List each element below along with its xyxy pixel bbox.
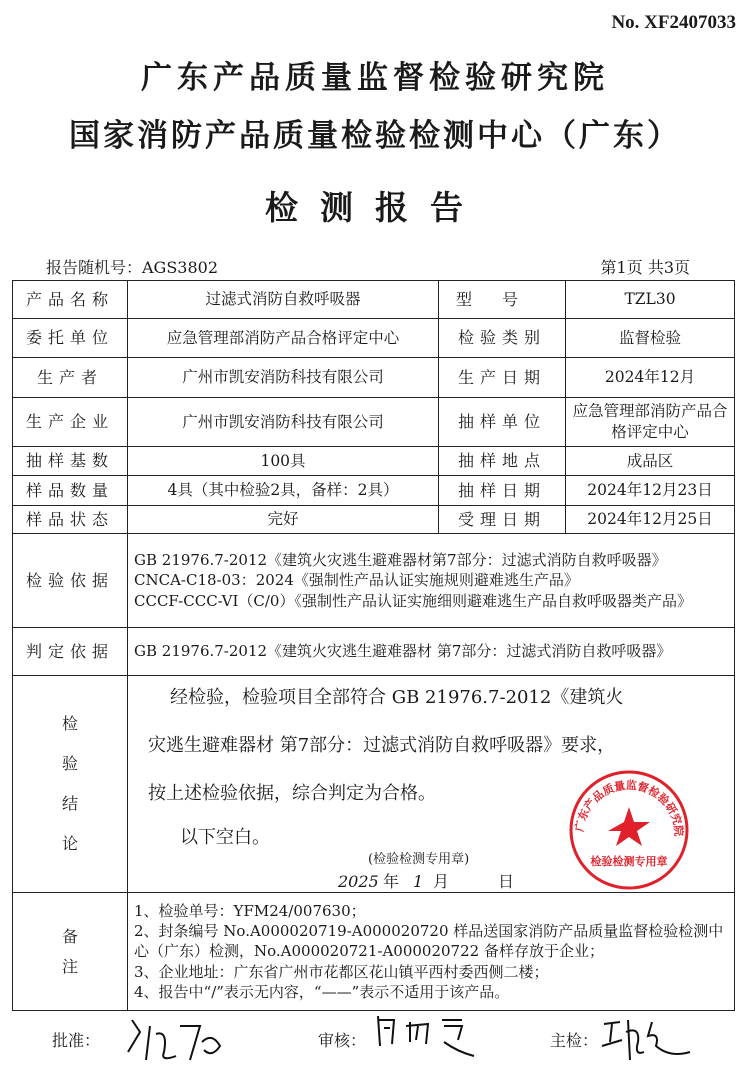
basis-line: CNCA-C18-03：2024《强制性产品认证实施规则避难逃生产品》 xyxy=(134,571,579,590)
remark-line: 2、封条编号 No.A000020719-A000020720 样品送国家消防产品质量监督检验检测中心（广东）检测，No.A000020721-A000020722 备样存放于企业； xyxy=(134,922,724,961)
label-char: 论 xyxy=(61,834,78,853)
field-label: 抽样地点 xyxy=(439,447,566,476)
field-label: 生产日期 xyxy=(439,358,566,398)
judgement-label: 判定依据 xyxy=(13,628,128,676)
judgement-row xyxy=(13,628,735,676)
field-value: 4具（其中检验2具，备样：2具） xyxy=(128,476,439,506)
center-title: 国家消防产品质量检验检测中心（广东） xyxy=(69,118,681,154)
field-label: 生产者 xyxy=(13,358,128,398)
report-random-number: 报告随机号：AGS3802 xyxy=(46,258,219,277)
remarks-row xyxy=(13,893,735,1011)
field-value: 完好 xyxy=(128,506,439,534)
field-value: 2024年12月 xyxy=(566,358,735,398)
field-label: 生产企业 xyxy=(13,398,128,447)
field-label: 样品状态 xyxy=(13,506,128,534)
field-value: 广州市凯安消防科技有限公司 xyxy=(128,358,439,398)
remarks-label xyxy=(13,893,128,1011)
report-table xyxy=(12,280,735,1011)
field-label: 委托单位 xyxy=(13,319,128,358)
field-label: 受理日期 xyxy=(439,506,566,534)
conclusion-row xyxy=(13,676,735,893)
field-value: 2024年12月23日 xyxy=(566,476,735,506)
label-char: 验 xyxy=(61,754,78,773)
field-value: 应急管理部消防产品合格评定中心 xyxy=(128,319,439,358)
field-value: TZL30 xyxy=(566,281,735,319)
field-value: 应急管理部消防产品合格评定中心 xyxy=(566,398,735,447)
approver-signature xyxy=(120,1012,230,1067)
field-label: 检验类别 xyxy=(439,319,566,358)
label-char: 备 xyxy=(61,926,78,946)
field-value: 监督检验 xyxy=(566,319,735,358)
remark-line: 4、报告中“/”表示无内容，“——”表示不适用于该产品。 xyxy=(134,982,510,1001)
document-number: No. XF2407033 xyxy=(611,12,736,33)
label-char: 注 xyxy=(61,956,78,976)
field-label: 样品数量 xyxy=(13,476,128,506)
review-label: 审核： xyxy=(318,1031,367,1050)
field-label: 型号 xyxy=(439,281,566,319)
conclusion-line: 经检验，检验项目全部符合 GB 21976.7-2012《建筑火 xyxy=(170,686,624,708)
conclusion-label xyxy=(13,676,128,893)
report-title: 检测报告 xyxy=(265,188,485,227)
table-row xyxy=(13,358,735,398)
table-row xyxy=(13,476,735,506)
day-label: 日 xyxy=(498,871,515,891)
seal-text: 广东产品质量监督检验研究院 xyxy=(572,778,686,837)
field-label: 抽样基数 xyxy=(13,447,128,476)
label-char: 结 xyxy=(61,794,78,813)
field-value: 广州市凯安消防科技有限公司 xyxy=(128,398,439,447)
table-row xyxy=(13,281,735,319)
institute-title: 广东产品质量监督检验研究院 xyxy=(141,60,609,96)
basis-line: CCCF-CCC-VI（C/0）《强制性产品认证实施细则避难逃生产品自救呼吸器类产品》 xyxy=(134,591,692,610)
date-month: 1 xyxy=(413,871,424,891)
table-row xyxy=(13,319,735,358)
basis-label: 检验依据 xyxy=(13,534,128,628)
field-label: 产品名称 xyxy=(13,281,128,319)
seal-note: (检验检测专用章) xyxy=(368,851,470,867)
approve-label: 批准： xyxy=(52,1031,101,1050)
field-value: 成品区 xyxy=(566,447,735,476)
label-char: 检 xyxy=(61,714,78,733)
basis-row xyxy=(13,534,735,628)
reviewer-signature xyxy=(370,1010,480,1060)
table-row xyxy=(13,447,735,476)
official-seal xyxy=(568,769,690,891)
table-row xyxy=(13,506,735,534)
month-label: 月 xyxy=(433,871,450,891)
seal-bottom-text: 检验检测专用章 xyxy=(590,854,668,868)
year-label: 年 xyxy=(383,871,400,891)
date-year: 2025 xyxy=(338,871,379,891)
remark-line: 3、企业地址：广东省广州市花都区花山镇平西村委西侧二楼； xyxy=(134,962,549,981)
judgement-text: GB 21976.7-2012《建筑火灾逃生避难器材 第7部分：过滤式消防自救呼吸器》 xyxy=(128,628,735,676)
inspector-signature xyxy=(600,1012,700,1067)
inspector-label: 主检： xyxy=(550,1031,599,1050)
field-value: 100具 xyxy=(128,447,439,476)
field-label: 抽样日期 xyxy=(439,476,566,506)
field-label: 抽样单位 xyxy=(439,398,566,447)
signature-area xyxy=(0,1020,750,1069)
conclusion-line: 灾逃生避难器材 第7部分：过滤式消防自救呼吸器》要求， xyxy=(148,734,616,756)
conclusion-line: 以下空白。 xyxy=(180,826,270,848)
remark-line: 1、检验单号：YFM24/007630； xyxy=(134,901,366,920)
star-icon xyxy=(608,807,650,846)
field-value: 2024年12月25日 xyxy=(566,506,735,534)
conclusion-line: 按上述检验依据，综合判定为合格。 xyxy=(148,782,436,804)
basis-line: GB 21976.7-2012《建筑火灾逃生避难器材第7部分：过滤式消防自救呼吸器》 xyxy=(134,551,667,570)
page-info: 第1页 共3页 xyxy=(600,258,690,277)
table-row xyxy=(13,398,735,447)
field-value: 过滤式消防自救呼吸器 xyxy=(128,281,439,319)
